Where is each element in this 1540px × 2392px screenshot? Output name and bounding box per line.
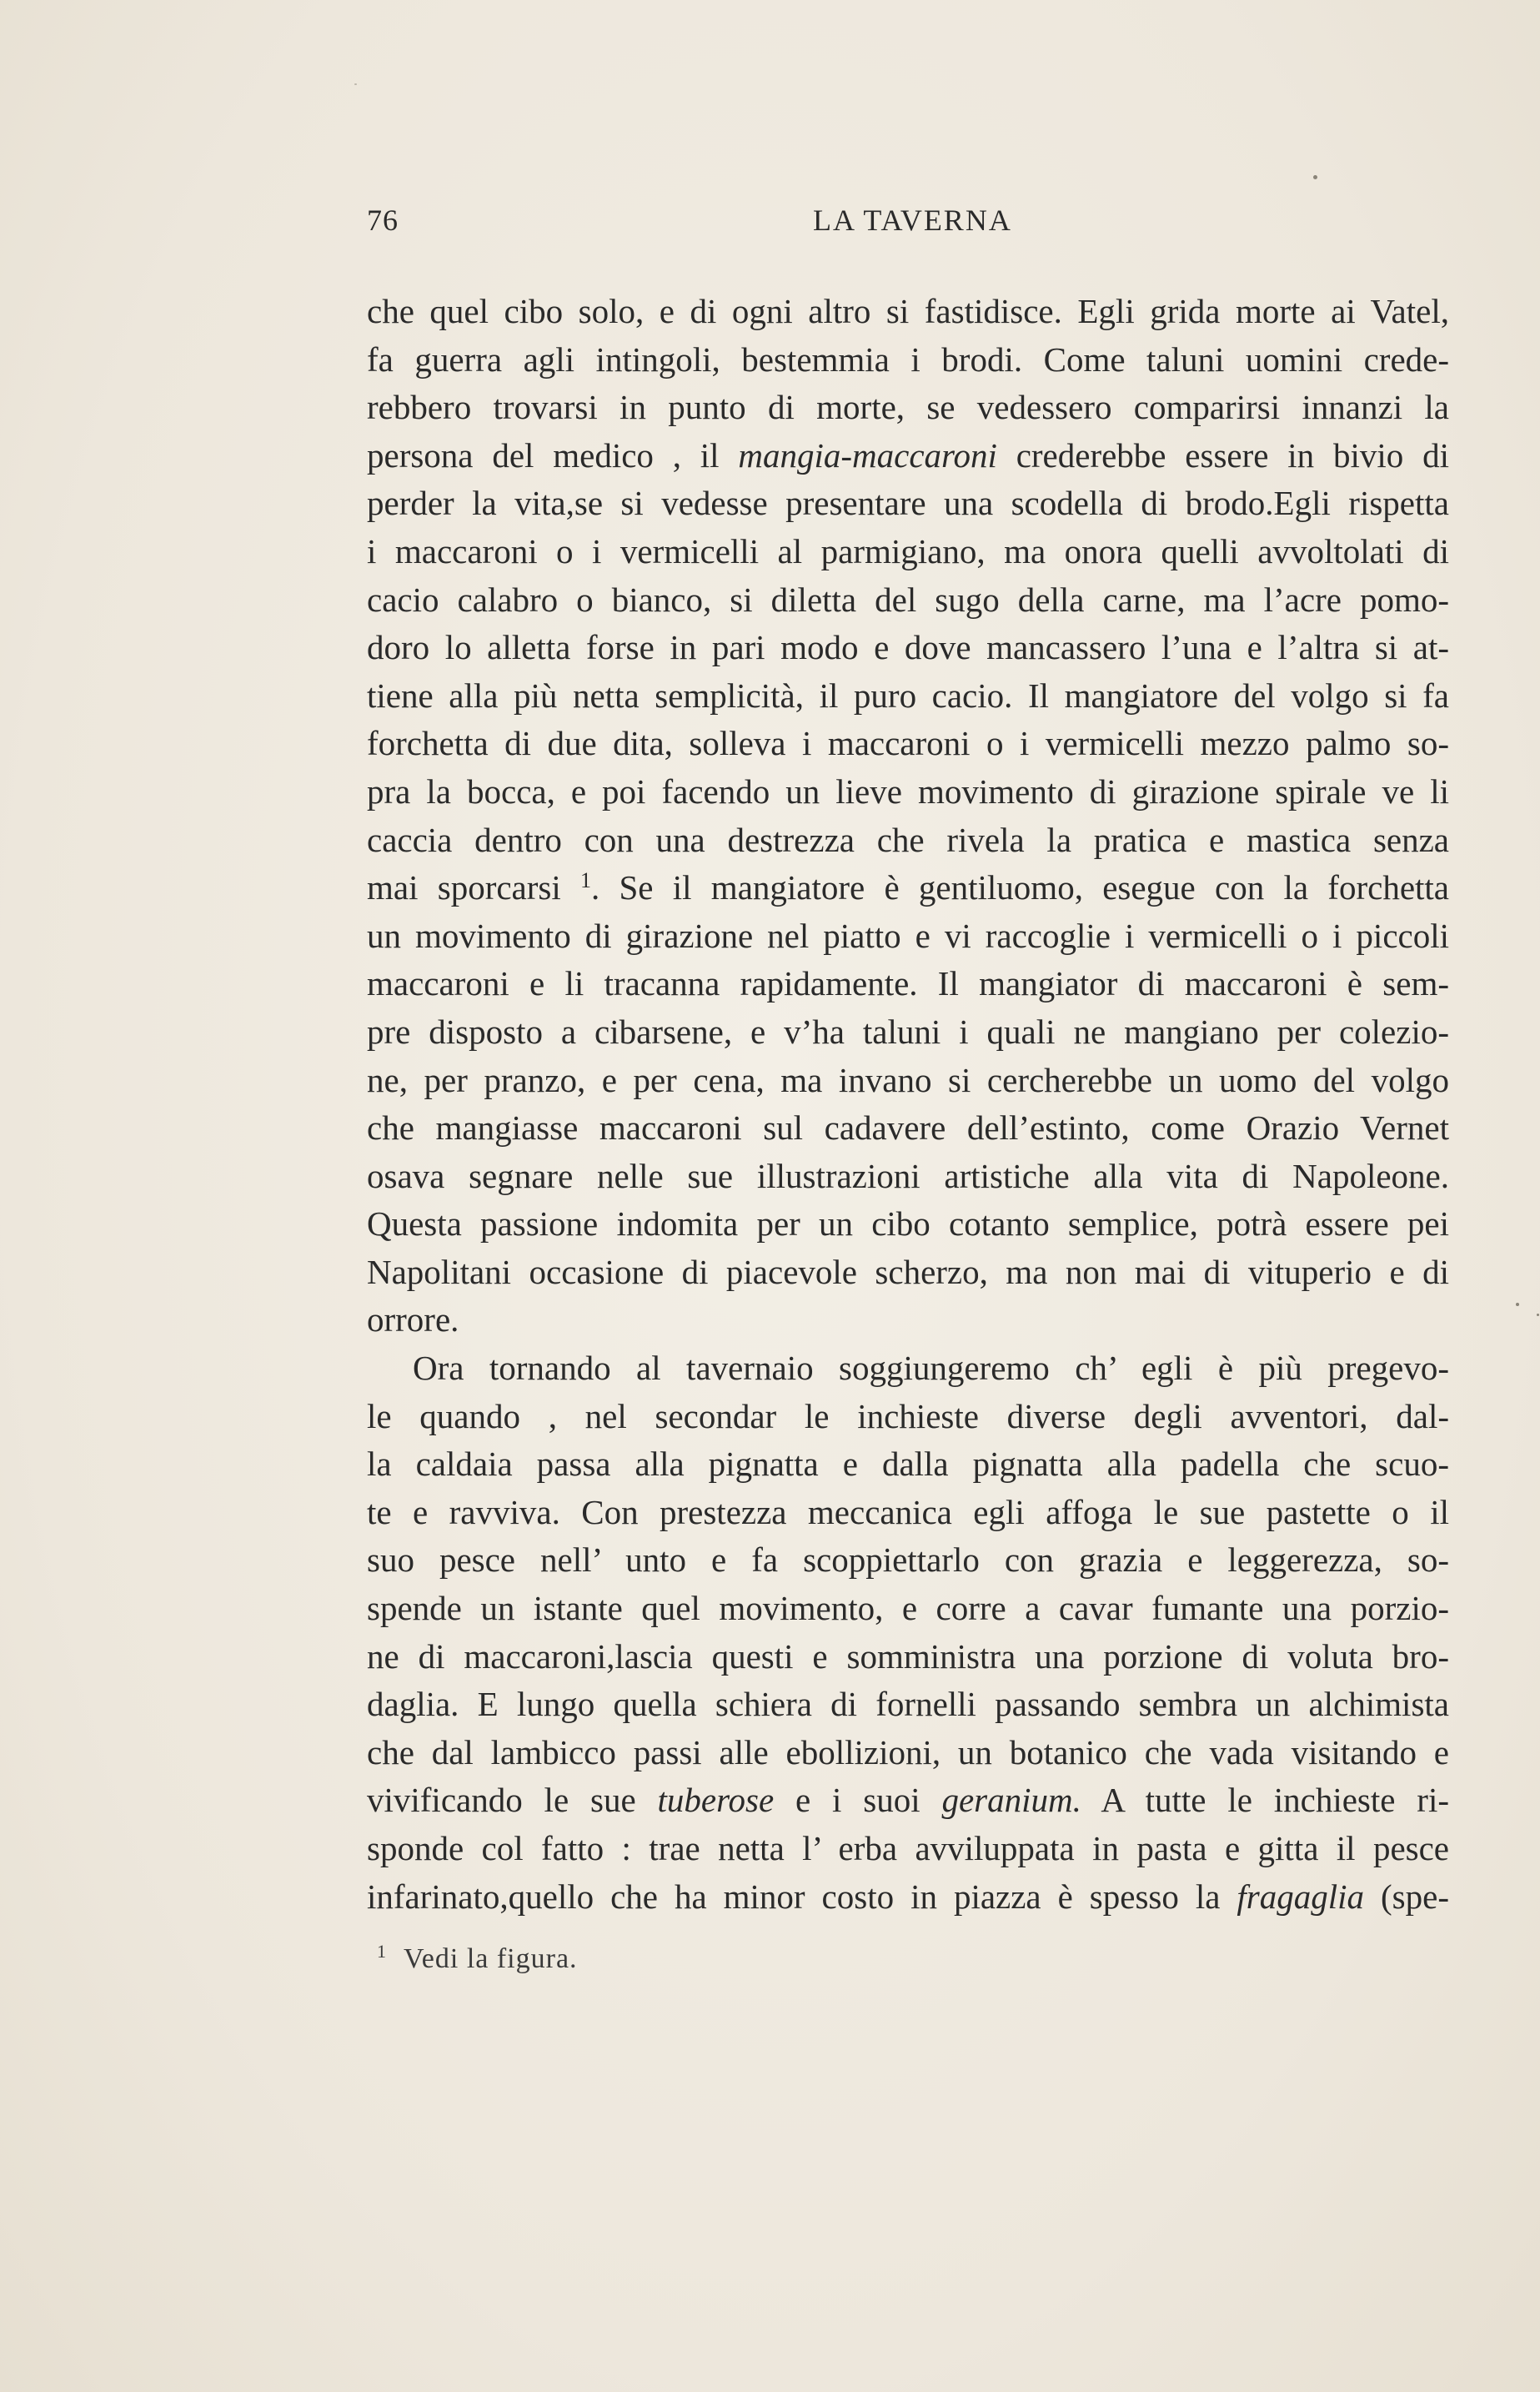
text-line: che quel cibo solo, e di ogni altro si fastidisce. Egli grida morte ai Vatel, — [367, 292, 1449, 330]
text-line: ne, per pranzo, e per cena, ma invano si cercherebbe un uomo del volgo — [367, 1060, 1449, 1099]
text-line: te e ravviva. Con prestezza meccanica egli affoga le sue pastette o il — [367, 1492, 1449, 1531]
text-line: caccia dentro con una destrezza che rivela la pratica e mastica senza — [367, 820, 1449, 859]
text-line: perder la vita,se si vedesse presentare una scodella di brodo.Egli rispetta — [367, 484, 1449, 523]
page-header — [367, 203, 1451, 244]
paper-speck — [1516, 1303, 1519, 1306]
text-line: orrore. — [367, 1300, 459, 1339]
text-line: doro lo alletta forse in pari modo e dove mancassero l’una e l’altra si at- — [367, 628, 1449, 667]
text-line: forchetta di due dita, solleva i maccaroni o i vermicelli mezzo palmo so- — [367, 724, 1449, 763]
text-line: che dal lambicco passi alle ebollizioni, un botanico che vada visitando e — [367, 1732, 1449, 1771]
paper-speck — [1313, 175, 1317, 179]
text-line: vivificando le sue tuberose e i suoi geranium. A tutte le inchieste ri- — [367, 1781, 1449, 1820]
text-line: infarinato,quello che ha minor costo in piazza è spesso la fragaglia (spe- — [367, 1877, 1449, 1916]
text-line: pre disposto a cibarsene, e v’ha taluni i quali ne mangiano per colezio- — [367, 1012, 1449, 1051]
text-line: osava segnare nelle sue illustrazioni artistiche alla vita di Napoleone. — [367, 1156, 1449, 1195]
text-line: pra la bocca, e poi facendo un lieve movimento di girazione spirale ve li — [367, 771, 1449, 811]
text-line: maccaroni e li tracanna rapidamente. Il mangiator di maccaroni è sem- — [367, 964, 1449, 1003]
footnote — [377, 1943, 578, 1975]
text-line: persona del medico , il mangia-maccaroni crederebbe essere in bivio di — [367, 435, 1449, 475]
body-text — [367, 288, 1449, 1921]
italic-term: fragaglia — [1237, 1877, 1365, 1916]
footnote-marker: 1 — [377, 1941, 387, 1962]
text-line: mai sporcarsi $^1$. Se il mangiatore è gentiluomo, esegue con la forchetta — [367, 868, 1449, 907]
text-line: cacio calabro o bianco, si diletta del sugo della carne, ma l’acre pomo- — [367, 580, 1449, 619]
paper-speck — [1537, 1314, 1539, 1316]
text-line: daglia. E lungo quella schiera di fornelli passando sembra un alchimista — [367, 1685, 1449, 1724]
page-number: 76 — [367, 204, 399, 237]
text-line: i maccaroni o i vermicelli al parmigiano, ma onora quelli avvoltolati di — [367, 531, 1449, 570]
paper-speck — [354, 83, 357, 85]
running-title: LA TAVERNA — [813, 204, 1012, 237]
text-line: che mangiasse maccaroni sul cadavere dell’estinto, come Orazio Vernet — [367, 1108, 1449, 1148]
text-line: fa guerra agli intingoli, bestemmia i brodi. Come taluni uomini crede- — [367, 339, 1449, 379]
text-line: tiene alla più netta semplicità, il puro cacio. Il mangiatore del volgo si fa — [367, 676, 1449, 715]
text-line: la caldaia passa alla pignatta e dalla pignatta alla padella che scuo- — [367, 1445, 1449, 1484]
text-line: Questa passione indomita per un cibo cotanto semplice, potrà essere pei — [367, 1204, 1449, 1244]
footnote-reference[interactable]: 1 — [580, 868, 591, 893]
text-line: Ora tornando al tavernaio soggiungeremo ch’ egli è più pregevo- — [413, 1349, 1449, 1388]
text-line: spende un istante quel movimento, e corre a cavar fumante una porzio- — [367, 1589, 1449, 1628]
text-line: rebbero trovarsi in punto di morte, se vedessero comparirsi innanzi la — [367, 388, 1449, 427]
text-line: le quando , nel secondar le inchieste diverse degli avventori, dal- — [367, 1396, 1449, 1435]
text-line: sponde col fatto : trae netta l’ erba avviluppata in pasta e gitta il pesce — [367, 1829, 1449, 1867]
italic-term: mangia-maccaroni — [738, 435, 997, 475]
italic-term: geranium. — [941, 1781, 1081, 1820]
text-line: un movimento di girazione nel piatto e vi raccoglie i vermicelli o i piccoli — [367, 916, 1449, 955]
footnote-text: Vedi la figura. — [404, 1943, 578, 1974]
italic-term: tuberose — [657, 1781, 775, 1820]
text-line: ne di maccaroni,lascia questi e somministra una porzione di voluta bro- — [367, 1636, 1449, 1676]
text-line: Napolitani occasione di piacevole scherzo, ma non mai di vituperio e di — [367, 1252, 1449, 1291]
text-line: suo pesce nell’ unto e fa scoppiettarlo con grazia e leggerezza, so- — [367, 1540, 1449, 1580]
